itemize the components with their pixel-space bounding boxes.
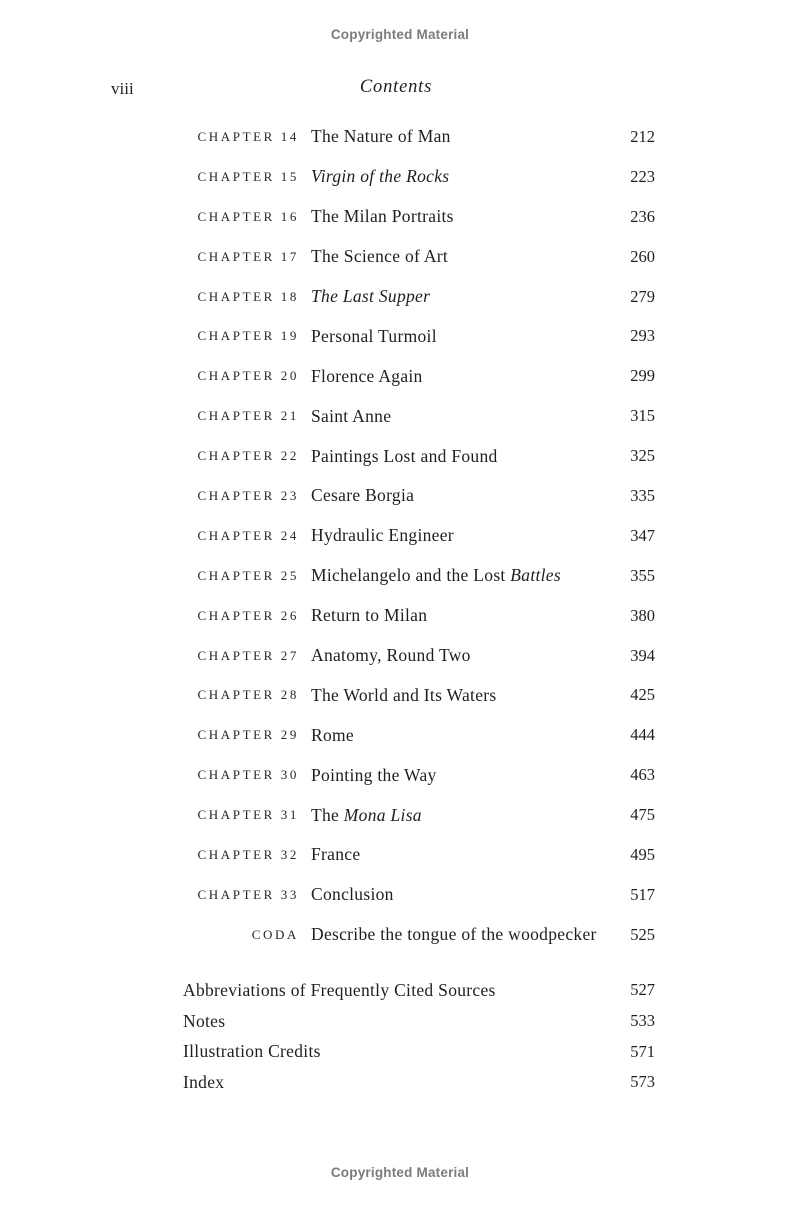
backmatter-title: Abbreviations of Frequently Cited Sources — [183, 979, 496, 1000]
toc-row — [183, 915, 655, 955]
chapter-title: Hydraulic Engineer — [311, 525, 454, 546]
toc-row — [183, 596, 655, 636]
chapter-title: The Mona Lisa — [311, 804, 422, 825]
chapter-label: CHAPTER 32 — [197, 846, 299, 862]
chapter-title: The Milan Portraits — [311, 206, 454, 227]
toc-list — [183, 117, 655, 955]
chapter-label: CHAPTER 22 — [197, 448, 299, 464]
folio-page-number: viii — [111, 79, 134, 98]
page-number: 212 — [630, 126, 655, 146]
chapter-title: Anatomy, Round Two — [311, 645, 471, 666]
chapter-label: CHAPTER 14 — [197, 128, 299, 144]
chapter-label: CHAPTER 30 — [197, 767, 299, 783]
toc-row — [183, 396, 655, 436]
backmatter-list — [183, 975, 655, 1098]
page-number: 444 — [630, 725, 655, 745]
page-number: 223 — [630, 166, 655, 186]
page-number: 299 — [630, 366, 655, 386]
toc-row — [183, 197, 655, 237]
page-number: 315 — [630, 406, 655, 426]
chapter-title: Michelangelo and the Lost Battles — [311, 565, 561, 586]
chapter-title: Saint Anne — [311, 405, 392, 426]
chapter-label: CHAPTER 25 — [197, 567, 299, 583]
chapter-title: Pointing the Way — [311, 764, 437, 785]
toc-row — [183, 316, 655, 356]
backmatter-page: 571 — [630, 1041, 655, 1061]
toc-row — [183, 715, 655, 755]
chapter-title: Cesare Borgia — [311, 485, 415, 506]
toc-row — [183, 755, 655, 795]
chapter-label: CHAPTER 17 — [197, 248, 299, 264]
chapter-label: CHAPTER 26 — [197, 607, 299, 623]
chapter-title: Describe the tongue of the woodpecker — [311, 924, 597, 945]
chapter-label: CHAPTER 28 — [197, 687, 299, 703]
chapter-label: CHAPTER 20 — [197, 368, 299, 384]
page-number: 394 — [630, 645, 655, 665]
chapter-title: Conclusion — [311, 884, 394, 905]
toc-row — [183, 795, 655, 835]
chapter-title: The Nature of Man — [311, 126, 451, 147]
chapter-title: Personal Turmoil — [311, 325, 437, 346]
backmatter-title: Index — [183, 1071, 225, 1092]
copyright-bottom-label: Copyrighted Material — [330, 1165, 470, 1180]
chapter-title: Florence Again — [311, 365, 423, 386]
page-number: 475 — [630, 805, 655, 825]
backmatter-title: Illustration Credits — [183, 1041, 321, 1062]
page-number: 425 — [630, 685, 655, 705]
toc-row — [183, 436, 655, 476]
page-number: 279 — [630, 286, 655, 306]
backmatter-page: 533 — [630, 1011, 655, 1031]
toc-row — [183, 556, 655, 596]
page-number: 463 — [630, 765, 655, 785]
chapter-title: Return to Milan — [311, 605, 428, 626]
chapter-label: CHAPTER 16 — [197, 208, 299, 224]
chapter-title: Paintings Lost and Found — [311, 445, 498, 466]
chapter-title: The Science of Art — [311, 246, 449, 267]
chapter-label: CHAPTER 24 — [197, 527, 299, 543]
chapter-label: CHAPTER 19 — [197, 328, 299, 344]
toc-row — [183, 237, 655, 277]
page-number: 347 — [630, 525, 655, 545]
chapter-title: France — [311, 844, 361, 865]
page-number: 380 — [630, 605, 655, 625]
page-number: 495 — [630, 844, 655, 864]
toc-row — [183, 835, 655, 875]
contents-heading: Contents — [359, 77, 433, 97]
backmatter-page: 527 — [630, 980, 655, 1000]
toc-row — [183, 516, 655, 556]
toc-row — [183, 356, 655, 396]
toc-row — [183, 476, 655, 516]
page-number: 236 — [630, 206, 655, 226]
chapter-title: Rome — [311, 724, 355, 745]
page-number: 293 — [630, 326, 655, 346]
toc-row — [183, 636, 655, 676]
chapter-label: CHAPTER 27 — [197, 647, 299, 663]
backmatter-title: Notes — [183, 1010, 226, 1031]
chapter-label: CHAPTER 18 — [197, 288, 299, 304]
chapter-label: CHAPTER 23 — [197, 487, 299, 503]
toc-row — [183, 117, 655, 157]
chapter-label: CHAPTER 31 — [197, 807, 299, 823]
chapter-label: CODA — [251, 926, 299, 942]
backmatter-row — [183, 1036, 655, 1067]
backmatter-row — [183, 1067, 655, 1098]
chapter-title: The World and Its Waters — [311, 684, 497, 705]
copyright-top-label: Copyrighted Material — [330, 27, 470, 42]
chapter-label: CHAPTER 29 — [197, 727, 299, 743]
page-number: 335 — [630, 485, 655, 505]
toc-row — [183, 675, 655, 715]
toc-row — [183, 277, 655, 317]
backmatter-row — [183, 975, 655, 1006]
chapter-title: The Last Supper — [311, 286, 431, 306]
toc-row — [183, 157, 655, 197]
chapter-label: CHAPTER 21 — [197, 408, 299, 424]
page-number: 325 — [630, 446, 655, 466]
toc-row — [183, 875, 655, 915]
page-number: 355 — [630, 565, 655, 585]
page-number: 260 — [630, 246, 655, 266]
chapter-label: CHAPTER 33 — [197, 886, 299, 902]
chapter-title: Virgin of the Rocks — [311, 166, 450, 187]
chapter-label: CHAPTER 15 — [197, 168, 299, 184]
page-number: 517 — [630, 884, 655, 904]
backmatter-page: 573 — [630, 1072, 655, 1092]
page-number: 525 — [630, 924, 655, 944]
backmatter-row — [183, 1006, 655, 1037]
